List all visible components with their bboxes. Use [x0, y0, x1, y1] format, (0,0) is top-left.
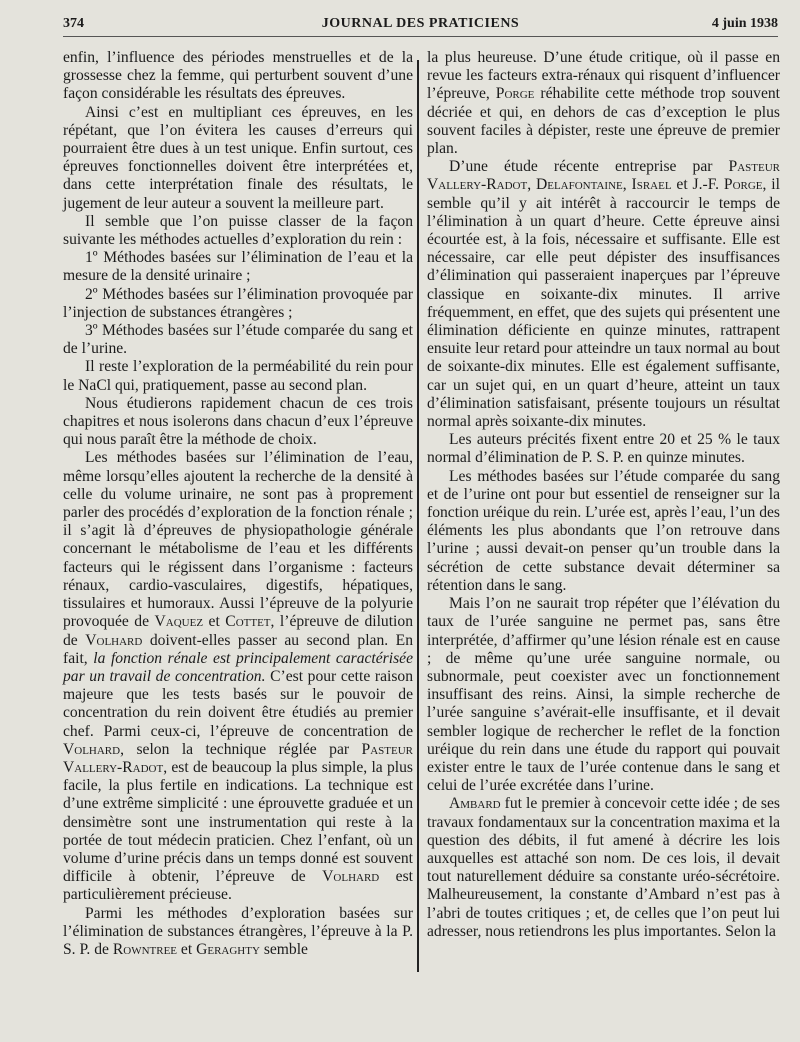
text: et: [180, 940, 193, 958]
author-name: Volhard: [63, 740, 121, 758]
paragraph: [427, 795, 780, 941]
author-name: Pasteur Vallery-Radot: [427, 158, 780, 194]
author-name: Pasteur Vallery-Radot: [63, 740, 413, 776]
paragraph: Ainsi c’est en multipliant ces épreuves, en les répétant, que l’on évitera les causes d’erreurs qui pourraient être dues à un test unique. Enfin surtout, ces épreuves fonctionnelles doivent être interprétées et, dans cette interprétation finale des résultats, le jugement de leur auteur a souvent la meilleure part.: [63, 103, 413, 212]
list-item: 1º Méthodes basées sur l’élimination de l’eau et la mesure de la densité urinaire ;: [63, 249, 413, 285]
text: est particulièrement précieuse.: [63, 868, 413, 904]
text: la plus heureuse. D’une étude critique, où il passe en revue les facteurs extra-rénaux qui risquent d’influencer l’épreuve,: [427, 49, 780, 103]
list-item: 2º Méthodes basées sur l’élimination provoquée par l’injection de substances étrangères ;: [63, 285, 413, 321]
author-name: Rowntree: [112, 940, 178, 958]
text: , est de beaucoup la plus simple, la plus facile, la plus fertile en indications. La technique est d’une extrême simplicité : une éprouvette graduée et un densimètre sont une instrumentation qui reste à la portée de tout médecin praticien. Chez l’enfant, où un volume d’urine précis dans un temps donné est souvent difficile à obtenir, l’épreuve de: [63, 758, 413, 886]
text: , l’épreuve de dilution de: [63, 613, 413, 649]
paragraph: enfin, l’influence des périodes menstruelles et de la grossesse chez la femme, qui perturbent souvent d’une façon considérable les résultats des épreuves.: [63, 49, 413, 103]
text: réhabilite cette méthode trop souvent décriée et qui, en dehors de cas d’exception le plus souvent faciles à dépister, reste une épreuve de premier plan.: [427, 85, 780, 158]
author-name: Porge: [723, 176, 763, 194]
author-name: Geraghty: [196, 940, 260, 958]
list-item: 3º Méthodes basées sur l’étude comparée du sang et de l’urine.: [63, 322, 413, 358]
text: fut le premier à concevoir cette idée ; de ses travaux fondamentaux sur la concentration maxima et la question des débits, il fut amené à décrire les lois auxquelles est attaché son nom. De ces lois, il devait tout naturellement déduire sa constante uréo-sécrétoire. Malheureusement, la constante d’Ambard n’est pas à l’abri de toutes critiques ; et, de celles que l’on peut lui adresser, nous retiendrons les plus importantes. Selon la: [427, 795, 780, 940]
page-header: [63, 14, 778, 37]
paragraph: Il reste l’exploration de la perméabilité du rein pour le NaCl qui, pratiquement, passe au second plan.: [63, 358, 413, 394]
paragraph: Mais l’on ne saurait trop répéter que l’élévation du taux de l’urée sanguine ne permet pas, sans être interprétée, d’affirmer qu’une lésion rénale est en cause ; de même qu’une urée sanguine normale, ou subnormale, peut coexister avec un fonctionnement insuffisant des reins. Ainsi, la simple recherche de l’urée sanguine s’avérait-elle insuffisante, et il devait sembler logique de rechercher le reflet de la fonction uréique du rein dans une étude du rapport qui pouvait exister entre le taux de l’urée contenue dans le sang et celui de l’urée excrétée dans l’urine.: [427, 595, 780, 795]
journal-title: JOURNAL DES PRATICIENS: [321, 16, 520, 31]
text: , selon la technique réglée par: [120, 740, 350, 758]
issue-date: 4 juin 1938: [711, 16, 778, 31]
author-name: Volhard: [85, 631, 143, 649]
text: et: [208, 613, 220, 631]
author-name: Delafontaine: [535, 176, 623, 194]
paragraph: [427, 158, 780, 431]
text: ,: [622, 176, 627, 194]
author-name: Vaquez: [154, 613, 204, 631]
text: doivent-elles passer au second plan. En fait,: [63, 631, 413, 667]
page-number: 374: [63, 16, 84, 31]
text: , il semble qu’il y ait intérêt à raccourcir le temps de l’élimination à un quart d’heure. Cette épreuve ainsi écourtée est, à la fois, nécessaire et suffisante. Elle est nécessaire, car elle peut dépister des insuffisances d’élimination qui passeraient inaperçues par l’épreuve classique en soixante-dix minutes. Il arrive fréquemment, en effet, que des sujets qui présentent une élimination déficiente en quinze minutes, rattrapent ensuite leur retard pour atteindre un taux normal au bout de soixante-dix minutes. Elle est également suffisante, car un sujet qui, en un quart d’heure, atteint un taux d’élimination satisfaisant, présente toujours un résultat normal après soixante-dix minutes.: [427, 176, 780, 431]
text: Parmi les méthodes d’exploration basées sur l’élimination de substances étrangères, l’épreuve à la P. S. P. de: [63, 904, 413, 958]
left-column: [63, 49, 413, 959]
column-divider: [417, 60, 419, 972]
paragraph: [63, 449, 413, 904]
author-name: Ambard: [449, 795, 501, 813]
author-name: Volhard: [322, 868, 380, 886]
right-column: [427, 49, 780, 941]
author-name: Israel: [631, 176, 672, 194]
author-name: Porge: [495, 85, 535, 103]
text: Les méthodes basées sur l’élimination de l’eau, même lorsqu’elles ajoutent la recherche de la densité à celle du volume urinaire, ne sont pas à proprement parler des procédés d’exploration de la fonction rénale ; il s’agit là d’épreuves de physiopathologie générale concernant le métabolisme de l’eau et les différents facteurs qui le régissent dans l’organisme : facteurs rénaux, cardio-vasculaires, digestifs, hépatiques, tissulaires et humoraux. Aussi l’épreuve de la polyurie provoquée de: [63, 449, 413, 631]
paragraph: Les méthodes basées sur l’étude comparée du sang et de l’urine ont pour but essentiel de renseigner sur la fonction uréique du rein. L’urée est, après l’eau, l’un des éléments les plus abondants que l’on retrouve dans l’urine ; aussi devait-on penser qu’un trouble dans la sécrétion de cette substance devait déterminer sa rétention dans le sang.: [427, 467, 780, 594]
paragraph: Il semble que l’on puisse classer de la façon suivante les méthodes actuelles d’exploration du rein :: [63, 212, 413, 249]
paragraph: Les auteurs précités fixent entre 20 et 25 % le taux normal d’élimination de P. S. P. en quinze minutes.: [427, 431, 780, 467]
paragraph: Nous étudierons rapidement chacun de ces trois chapitres et nous isolerons dans chacun d’eux l’épreuve qui nous paraît être la méthode de choix.: [63, 394, 413, 449]
text: et J.-F.: [676, 176, 720, 194]
emphasis: la fonction rénale est principalement caractérisée par un travail de concentration.: [63, 649, 413, 685]
text: D’une étude récente entreprise par: [449, 158, 713, 176]
paragraph: [63, 905, 413, 960]
text: semble: [263, 940, 308, 958]
text: ,: [527, 176, 532, 194]
text: C’est pour cette raison majeure que les tests basés sur le pouvoir de concentration du rein doivent être étudiés au premier chef. Parmi ceux-ci, l’épreuve de concentration de: [63, 667, 413, 740]
paragraph: [427, 49, 780, 158]
author-name: Cottet: [225, 613, 271, 631]
